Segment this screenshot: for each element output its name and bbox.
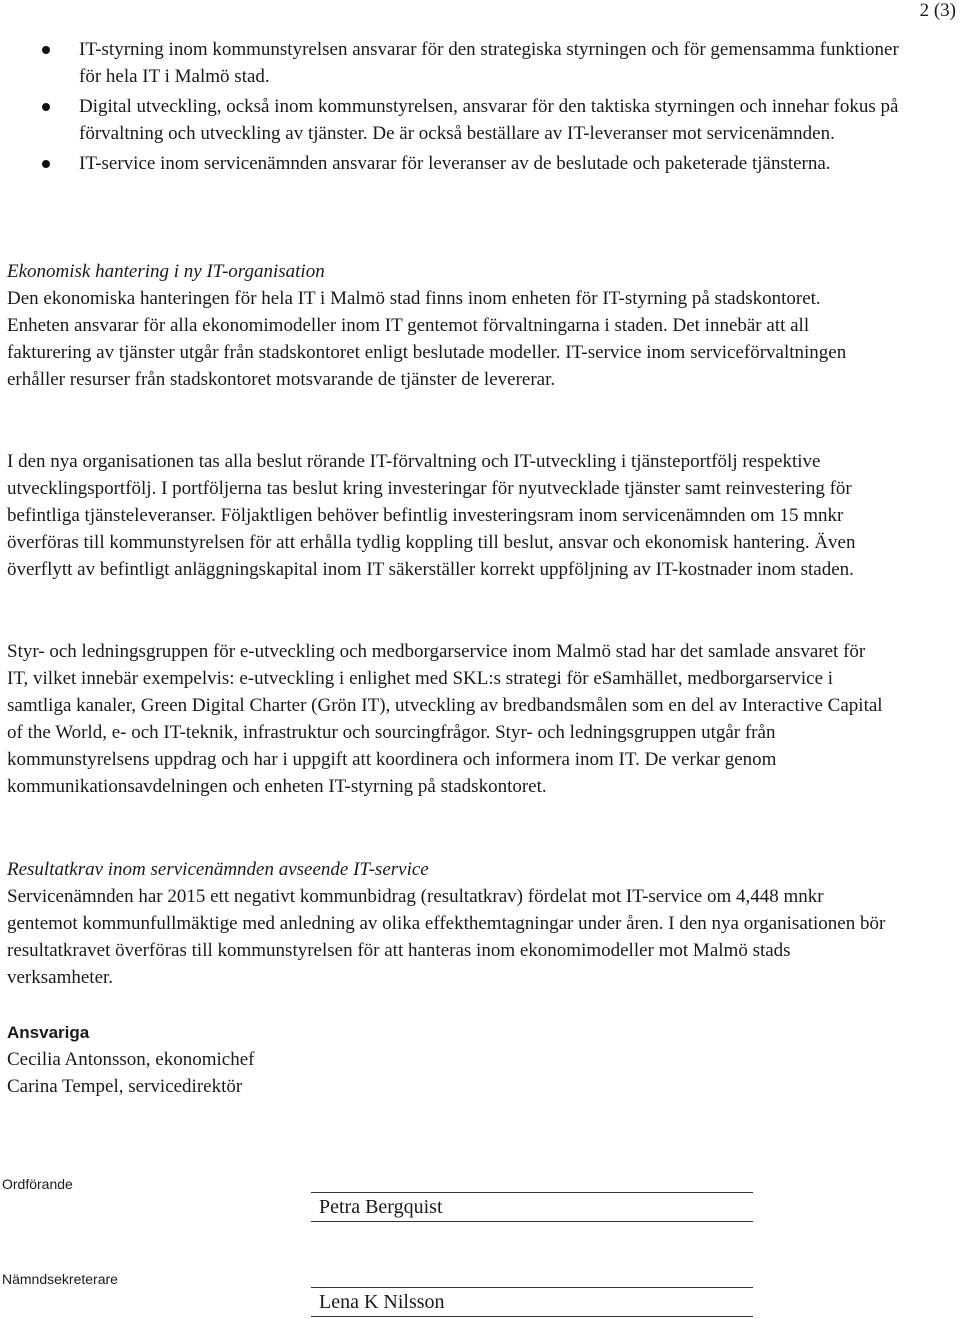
section-steering-group	[7, 638, 887, 800]
responsible-person: Cecilia Antonsson, ekonomichef	[7, 1049, 255, 1070]
paragraph-result: Servicenämnden har 2015 ett negativt kommunbidrag (resultatkrav) fördelat mot IT-service om 4,448 mnkr gentemot kommunfullmäktige med anledning av olika effekthemtagningar under åren. I den nya organisationen bör resultatkravet överföras till kommunstyrelsen för att hanteras inom ekonomimodeller mot Malmö stads verksamheter.	[7, 886, 886, 988]
secretary-label: Nämndsekreterare	[2, 1271, 118, 1287]
section-heading-economy: Ekonomisk hantering i ny IT-organisation	[7, 261, 325, 282]
chair-name: Petra Bergquist	[319, 1196, 443, 1218]
paragraph-portfolio: I den nya organisationen tas alla beslut rörande IT-förvaltning och IT-utveckling i tjänsteportfölj respektive utvecklingsportfölj. I portföljerna tas beslut kring investeringar för nyutvecklade tjänster samt reinvestering för befintliga tjänsteleveranser. Följaktligen behöver befintlig investeringsram inom servicenämnden om 15 mnkr överföras till kommunstyrelsen för att erhålla tydlig koppling till beslut, ansvar och ekonomisk hantering. Även överflytt av befintligt anläggningskapital inom IT säkerställer korrekt uppföljning av IT-kostnader inom staden.	[7, 451, 856, 580]
chair-label: Ordförande	[2, 1176, 73, 1192]
responsible-heading: Ansvariga	[7, 1023, 90, 1042]
chair-signature-line	[311, 1192, 753, 1193]
section-heading-result: Resultatkrav inom servicenämnden avseende IT-service	[7, 859, 429, 880]
page-number: 2 (3)	[919, 0, 956, 21]
paragraph-economy: Den ekonomiska hanteringen för hela IT i Malmö stad finns inom enheten för IT-styrning på stadskontoret. Enheten ansvarar för alla ekonomimodeller inom IT gentemot förvaltningarna i staden. Det innebär att all fakturering av tjänster utgår från stadskontoret enligt beslutade modeller. IT-service inom serviceförvaltningen erhåller resurser från stadskontoret motsvarande de tjänster de levererar.	[7, 288, 847, 390]
responsible-person: Carina Tempel, servicedirektör	[7, 1076, 243, 1097]
section-result-requirements	[7, 856, 887, 991]
secretary-name-underline	[311, 1316, 753, 1317]
bullet-item-it-service: IT-service inom servicenämnden ansvarar för leveranser av de beslutade och paketerade tjänsterna.	[0, 150, 900, 177]
secretary-name: Lena K Nilsson	[319, 1291, 445, 1313]
section-portfolio	[7, 448, 887, 583]
responsibility-bullet-list	[0, 36, 900, 180]
bullet-item-it-styrning: IT-styrning inom kommunstyrelsen ansvarar för den strategiska styrningen och för gemensamma funktioner för hela IT i Malmö stad.	[0, 36, 900, 90]
section-responsible	[7, 1019, 887, 1100]
paragraph-steering-group: Styr- och ledningsgruppen för e-utveckling och medborgarservice inom Malmö stad har det samlade ansvaret för IT, vilket innebär exempelvis: e-utveckling i enlighet med SKL:s strategi för eSamhället, medborgarservice i samtliga kanaler, Green Digital Charter (Grön IT), utveckling av bredbandsmålen som en del av Interactive Capital of the World, e- och IT-teknik, infrastruktur och sourcingfrågor. Styr- och ledningsgruppen utgår från kommunstyrelsens uppdrag och har i uppgift att koordinera och informera inom IT. De verkar genom kommunikationsavdelningen och enheten IT-styrning på stadskontoret.	[7, 641, 883, 797]
section-economy	[7, 258, 887, 393]
chair-name-underline	[311, 1221, 753, 1222]
bullet-item-digital-utveckling: Digital utveckling, också inom kommunstyrelsen, ansvarar för den taktiska styrningen och innehar fokus på förvaltning och utveckling av tjänster. De är också beställare av IT-leveranser mot servicenämnden.	[0, 93, 900, 147]
secretary-signature-line	[311, 1287, 753, 1288]
